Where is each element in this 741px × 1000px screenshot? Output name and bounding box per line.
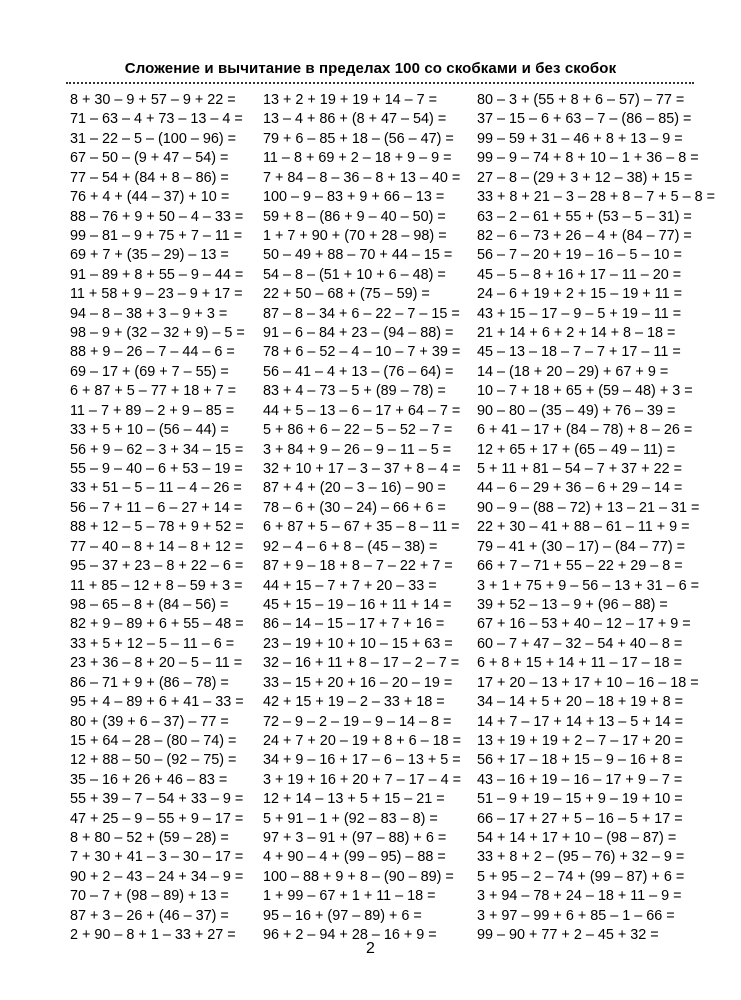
exercise-item: 99 – 9 – 74 + 8 + 10 – 1 + 36 – 8 = — [477, 150, 699, 167]
exercise-item: 79 + 6 – 85 + 18 – (56 – 47) = — [263, 130, 454, 147]
exercise-item: 78 – 6 + (30 – 24) – 66 + 6 = — [263, 499, 446, 516]
exercise-item: 6 + 87 + 5 – 67 + 35 – 8 – 11 = — [263, 519, 460, 536]
exercise-item: 23 – 19 + 10 + 10 – 15 + 63 = — [263, 635, 453, 652]
exercise-item: 5 + 86 + 6 – 22 – 5 – 52 – 7 = — [263, 422, 453, 439]
exercise-item: 100 – 88 + 9 + 8 – (90 – 89) = — [263, 868, 454, 885]
exercise-item: 39 + 52 – 13 – 9 + (96 – 88) = — [477, 596, 668, 613]
exercise-item: 51 – 9 + 19 – 15 + 9 – 19 + 10 = — [477, 791, 683, 808]
exercise-item: 21 + 14 + 6 + 2 + 14 + 8 – 18 = — [477, 325, 676, 342]
page-title: Сложение и вычитание в пределах 100 со скобками и без скобок — [124, 60, 617, 77]
exercise-item: 22 + 30 – 41 + 88 – 61 – 11 + 9 = — [477, 519, 690, 536]
exercise-item: 88 + 9 – 26 – 7 – 44 – 6 = — [70, 344, 235, 361]
exercise-item: 91 – 6 – 84 + 23 – (94 – 88) = — [263, 325, 454, 342]
exercise-item: 2 + 90 – 8 + 1 – 33 + 27 = — [70, 927, 236, 944]
exercise-item: 60 – 7 + 47 – 32 – 54 + 40 – 8 = — [477, 635, 683, 652]
exercise-item: 67 – 50 – (9 + 47 – 54) = — [70, 150, 229, 167]
exercise-item: 12 + 65 + 17 + (65 – 49 – 11) = — [477, 441, 676, 458]
exercise-item: 97 + 3 – 91 + (97 – 88) + 6 = — [263, 830, 447, 847]
exercise-item: 78 + 6 – 52 – 4 – 10 – 7 + 39 = — [263, 344, 461, 361]
exercise-item: 33 + 5 + 10 – (56 – 44) = — [70, 422, 229, 439]
exercise-item: 33 + 5 + 12 – 5 – 11 – 6 = — [70, 635, 235, 652]
exercise-item: 4 + 90 – 4 + (99 – 95) – 88 = — [263, 849, 446, 866]
exercise-item: 13 + 2 + 19 + 19 + 14 – 7 = — [263, 92, 438, 108]
exercise-item: 90 – 9 – (88 – 72) + 13 – 21 – 31 = — [477, 499, 700, 516]
exercise-item: 56 + 9 – 62 – 3 + 34 – 15 = — [70, 441, 244, 458]
exercise-item: 11 + 58 + 9 – 23 – 9 + 17 = — [70, 286, 243, 303]
exercise-item: 47 + 25 – 9 – 55 + 9 – 17 = — [70, 810, 244, 827]
exercise-item: 56 – 7 + 11 – 6 – 27 + 14 = — [70, 499, 243, 516]
exercise-item: 14 – (18 + 20 – 29) + 67 + 9 = — [477, 363, 669, 380]
exercise-item: 11 – 8 + 69 + 2 – 18 + 9 – 9 = — [263, 150, 452, 167]
exercise-item: 7 + 84 – 8 – 36 – 8 + 13 – 40 = — [263, 169, 461, 186]
exercise-item: 44 – 6 – 29 + 36 – 6 + 29 – 14 = — [477, 480, 683, 497]
exercise-item: 17 + 20 – 13 + 17 + 10 – 16 – 18 = — [477, 674, 699, 691]
exercise-item: 63 – 2 – 61 + 55 + (53 – 5 – 31) = — [477, 208, 692, 225]
page-number: 2 — [366, 940, 375, 957]
exercise-item: 54 – 8 – (51 + 10 + 6 – 48) = — [263, 266, 446, 283]
exercise-item: 12 + 88 – 50 – (92 – 75) = — [70, 752, 237, 769]
exercise-item: 5 + 95 – 2 – 74 + (99 – 87) + 6 = — [477, 868, 685, 885]
exercise-item: 56 + 17 – 18 + 15 – 9 – 16 + 8 = — [477, 752, 683, 769]
exercise-item: 55 + 39 – 7 – 54 + 33 – 9 = — [70, 791, 244, 808]
exercise-item: 86 – 71 + 9 + (86 – 78) = — [70, 674, 229, 691]
exercise-item: 88 – 76 + 9 + 50 – 4 – 33 = — [70, 208, 244, 225]
exercise-item: 33 + 8 + 2 – (95 – 76) + 32 – 9 = — [477, 849, 685, 866]
exercise-item: 44 + 15 – 7 + 7 + 20 – 33 = — [263, 577, 437, 594]
exercise-item: 54 + 14 + 17 + 10 – (98 – 87) = — [477, 830, 677, 847]
exercise-item: 3 + 84 + 9 – 26 – 9 – 11 – 5 = — [263, 441, 452, 458]
exercise-item: 90 + 2 – 43 – 24 + 34 – 9 = — [70, 868, 244, 885]
exercise-item: 12 + 14 – 13 + 5 + 15 – 21 = — [263, 791, 445, 808]
exercise-item: 13 – 4 + 86 + (8 + 47 – 54) = — [263, 111, 447, 128]
exercise-item: 24 + 7 + 20 – 19 + 8 + 6 – 18 = — [263, 732, 462, 749]
exercise-item: 95 + 4 – 89 + 6 + 41 – 33 = — [70, 694, 244, 711]
exercise-item: 94 – 8 – 38 + 3 – 9 + 3 = — [70, 305, 228, 322]
exercise-item: 43 + 15 – 17 – 9 – 5 + 19 – 11 = — [477, 305, 682, 322]
exercise-item: 56 – 7 – 20 + 19 – 16 – 5 – 10 = — [477, 247, 682, 264]
exercise-item: 99 – 59 + 31 – 46 + 8 + 13 – 9 = — [477, 130, 683, 147]
exercise-item: 98 – 9 + (32 – 32 + 9) – 5 = — [70, 325, 245, 342]
exercise-item: 32 + 10 + 17 – 3 – 37 + 8 – 4 = — [263, 461, 461, 478]
exercise-item: 86 – 14 – 15 – 17 + 7 + 16 = — [263, 616, 445, 633]
exercise-item: 95 – 16 + (97 – 89) + 6 = — [263, 907, 422, 924]
exercise-item: 5 + 91 – 1 + (92 – 83 – 8) = — [263, 810, 438, 827]
exercise-item: 35 – 16 + 26 + 46 – 83 = — [70, 771, 228, 788]
exercise-item: 3 + 97 – 99 + 6 + 85 – 1 – 66 = — [477, 907, 675, 924]
exercise-item: 88 + 12 – 5 – 78 + 9 + 52 = — [70, 519, 244, 536]
exercise-item: 7 + 30 + 41 – 3 – 30 – 17 = — [70, 849, 244, 866]
exercise-item: 76 + 4 + (44 – 37) + 10 = — [70, 189, 230, 206]
exercise-item: 15 + 64 – 28 – (80 – 74) = — [70, 732, 237, 749]
exercise-item: 1 + 99 – 67 + 1 + 11 – 18 = — [263, 888, 436, 905]
exercise-item: 91 – 89 + 8 + 55 – 9 – 44 = — [70, 266, 244, 283]
exercise-item: 45 + 15 – 19 – 16 + 11 + 14 = — [263, 596, 452, 613]
exercise-item: 1 + 7 + 90 + (70 + 28 – 98) = — [263, 227, 447, 244]
exercise-item: 79 – 41 + (30 – 17) – (84 – 77) = — [477, 538, 686, 555]
exercise-item: 6 + 87 + 5 – 77 + 18 + 7 = — [70, 383, 237, 400]
exercise-item: 43 – 16 + 19 – 16 – 17 + 9 – 7 = — [477, 771, 683, 788]
exercise-item: 44 + 5 – 13 – 6 – 17 + 64 – 7 = — [263, 402, 461, 419]
exercise-item: 50 – 49 + 88 – 70 + 44 – 15 = — [263, 247, 453, 264]
exercise-item: 11 – 7 + 89 – 2 + 9 – 85 = — [70, 402, 235, 419]
exercise-item: 92 – 4 – 6 + 8 – (45 – 38) = — [263, 538, 438, 555]
exercise-item: 87 + 3 – 26 + (46 – 37) = — [70, 907, 229, 924]
exercise-item: 33 – 15 + 20 + 16 – 20 – 19 = — [263, 674, 453, 691]
exercise-item: 23 + 36 – 8 + 20 – 5 – 11 = — [70, 655, 243, 672]
exercise-item: 5 + 11 + 81 – 54 – 7 + 37 + 22 = — [477, 461, 682, 478]
exercise-item: 37 – 15 – 6 + 63 – 7 – (86 – 85) = — [477, 111, 692, 128]
exercise-item: 32 – 16 + 11 + 8 – 17 – 2 – 7 = — [263, 655, 460, 672]
exercise-item: 27 – 8 – (29 + 3 + 12 – 38) + 15 = — [477, 169, 693, 186]
exercise-column-3 — [477, 91, 715, 946]
exercise-item: 24 – 6 + 19 + 2 + 15 – 19 + 11 = — [477, 286, 682, 303]
exercise-item: 42 + 15 + 19 – 2 – 33 + 18 = — [263, 694, 445, 711]
exercise-item: 45 – 5 – 8 + 16 + 17 – 11 – 20 = — [477, 266, 682, 283]
exercise-item: 96 + 2 – 94 + 28 – 16 + 9 = — [263, 927, 437, 944]
exercise-item: 6 + 41 – 17 + (84 – 78) + 8 – 26 = — [477, 422, 693, 439]
exercise-item: 31 – 22 – 5 – (100 – 96) = — [70, 130, 237, 147]
exercise-item: 59 + 8 – (86 + 9 – 40 – 50) = — [263, 208, 446, 225]
exercise-item: 8 + 80 – 52 + (59 – 28) = — [70, 830, 229, 847]
exercise-item: 100 – 9 – 83 + 9 + 66 – 13 = — [263, 189, 445, 206]
exercise-item: 67 + 16 – 53 + 40 – 12 – 17 + 9 = — [477, 616, 691, 633]
exercise-item: 55 – 9 – 40 – 6 + 53 – 19 = — [70, 461, 243, 478]
exercise-column-1 — [70, 91, 245, 946]
exercise-item: 22 + 50 – 68 + (75 – 59) = — [263, 286, 430, 303]
exercise-item: 66 – 17 + 27 + 5 – 16 – 5 + 17 = — [477, 810, 683, 827]
exercise-item: 82 – 6 – 73 + 26 – 4 + (84 – 77) = — [477, 227, 692, 244]
exercise-item: 90 – 80 – (35 – 49) + 76 – 39 = — [477, 402, 676, 419]
dotted-divider — [66, 82, 694, 84]
exercise-item: 99 – 81 – 9 + 75 + 7 – 11 = — [70, 227, 243, 244]
exercise-item: 33 + 51 – 5 – 11 – 4 – 26 = — [70, 480, 242, 497]
exercise-item: 11 + 85 – 12 + 8 – 59 + 3 = — [70, 577, 243, 594]
exercise-item: 98 – 65 – 8 + (84 – 56) = — [70, 596, 229, 613]
exercise-item: 34 – 14 + 5 + 20 – 18 + 19 + 8 = — [477, 694, 684, 711]
exercise-item: 95 – 37 + 23 – 8 + 22 – 6 = — [70, 558, 244, 575]
exercise-item: 45 – 13 – 18 – 7 – 7 + 17 – 11 = — [477, 344, 681, 361]
exercise-item: 69 + 7 + (35 – 29) – 13 = — [70, 247, 229, 264]
exercise-item: 13 + 19 + 19 + 2 – 7 – 17 + 20 = — [477, 732, 684, 749]
exercise-item: 87 – 8 – 34 + 6 – 22 – 7 – 15 = — [263, 305, 460, 322]
exercise-item: 72 – 9 – 2 – 19 – 9 – 14 – 8 = — [263, 713, 452, 730]
exercise-item: 8 + 30 – 9 + 57 – 9 + 22 = — [70, 92, 236, 108]
exercise-item: 66 + 7 – 71 + 55 – 22 + 29 – 8 = — [477, 558, 683, 575]
exercise-item: 77 – 54 + (84 + 8 – 86) = — [70, 169, 229, 186]
exercise-item: 3 + 1 + 75 + 9 – 56 – 13 + 31 – 6 = — [477, 577, 700, 594]
exercise-item: 34 + 9 – 16 + 17 – 6 – 13 + 5 = — [263, 752, 461, 769]
exercise-item: 14 + 7 – 17 + 14 + 13 – 5 + 14 = — [477, 713, 684, 730]
exercise-item: 6 + 8 + 15 + 14 + 11 – 17 – 18 = — [477, 655, 682, 672]
exercise-item: 56 – 41 – 4 + 13 – (76 – 64) = — [263, 363, 454, 380]
exercise-item: 69 – 17 + (69 + 7 – 55) = — [70, 363, 229, 380]
exercise-item: 10 – 7 + 18 + 65 + (59 – 48) + 3 = — [477, 383, 693, 400]
exercise-item: 83 + 4 – 73 – 5 + (89 – 78) = — [263, 383, 446, 400]
exercise-item: 3 + 94 – 78 + 24 – 18 + 11 – 9 = — [477, 888, 682, 905]
exercise-item: 33 + 8 + 21 – 3 – 28 + 8 – 7 + 5 – 8 = — [477, 189, 716, 206]
exercise-item: 80 – 3 + (55 + 8 + 6 – 57) – 77 = — [477, 92, 685, 108]
exercise-item: 71 – 63 – 4 + 73 – 13 – 4 = — [70, 111, 243, 128]
exercise-item: 3 + 19 + 16 + 20 + 7 – 17 – 4 = — [263, 771, 462, 788]
exercise-item: 87 + 9 – 18 + 8 – 7 – 22 + 7 = — [263, 558, 453, 575]
exercise-item: 80 + (39 + 6 – 37) – 77 = — [70, 713, 229, 730]
exercise-item: 82 + 9 – 89 + 6 + 55 – 48 = — [70, 616, 244, 633]
exercise-item: 70 – 7 + (98 – 89) + 13 = — [70, 888, 229, 905]
exercise-item: 87 + 4 + (20 – 3 – 16) – 90 = — [263, 480, 446, 497]
exercise-item: 77 – 40 – 8 + 14 – 8 + 12 = — [70, 538, 244, 555]
exercise-column-2 — [263, 91, 461, 946]
exercise-item: 99 – 90 + 77 + 2 – 45 + 32 = — [477, 927, 659, 944]
